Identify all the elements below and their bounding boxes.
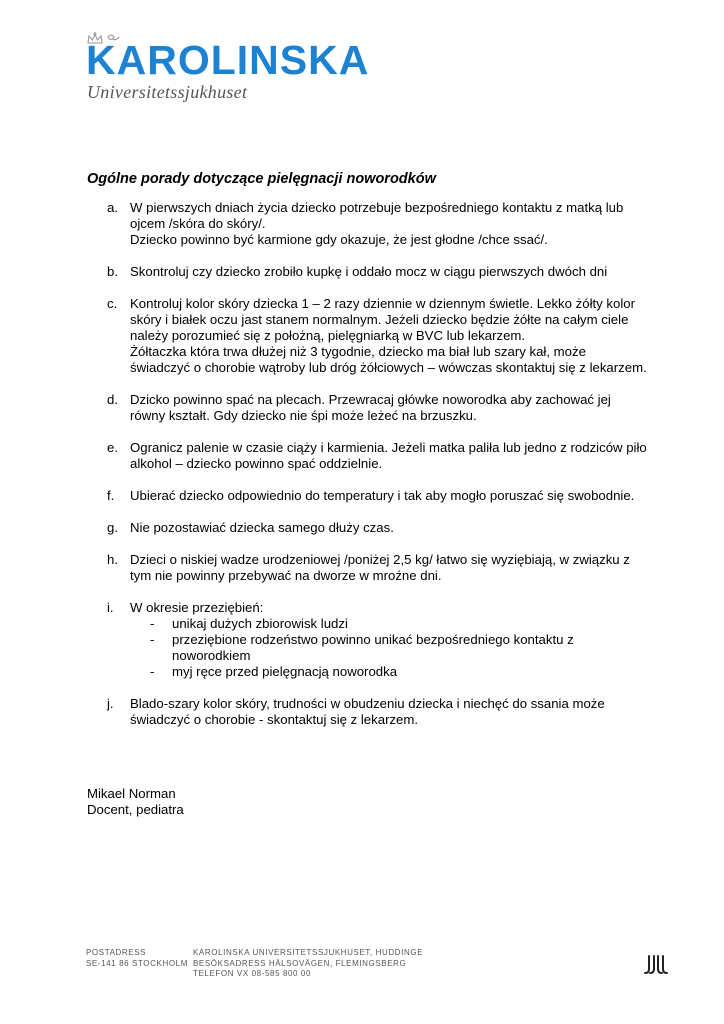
footer-address: [193, 948, 423, 980]
sub-list-text: przeziębione rodzeństwo powinno unikać bezpośredniego kontaktu z noworodkiem: [172, 632, 574, 663]
list-item: [87, 696, 647, 728]
list-item-text: Dzieci o niskiej wadze urodzeniowej /poniżej 2,5 kg/ łatwo się wyziębiają, w związku z tym nie powinny przebywać na dworze w mroźne dni.: [130, 552, 630, 583]
dash-bullet: -: [150, 664, 155, 679]
jl-monogram-icon: [643, 955, 669, 975]
list-item: [87, 264, 647, 280]
list-item: [87, 200, 647, 248]
footer-org: KAROLINSKA UNIVERSITETSSJUKHUSET, HUDDINGE: [193, 948, 424, 957]
list-item-text: Blado-szary kolor skóry, trudności w obudzeniu dziecka i niechęć do ssania może świadczyć o chorobie - skontaktuj się z lekarzem.: [130, 696, 605, 727]
document-title: Ogólne porady dotyczące pielęgnacji noworodków: [87, 171, 436, 187]
list-item-letter: a.: [107, 200, 118, 215]
sub-list-text: myj ręce przed pielęgnacją noworodka: [172, 664, 398, 679]
list-item-letter: g.: [107, 520, 118, 535]
list-item-text: Dzicko powinno spać na plecach. Przewracaj główke noworodka aby zachować jej równy kształt. Gdy dziecko nie śpi może leżeć na brzuszku.: [130, 392, 611, 423]
list-item-text: Żółtaczka która trwa dłużej niż 3 tygodnie, dziecko ma biał lub szary kał, może świadczyć o chorobie wątroby lub dróg żółciowych – wówczas skontaktuj się z lekarzem.: [130, 344, 647, 375]
list-item-letter: c.: [107, 296, 118, 311]
footer-visit: BESÖKSADRESS HÄLSOVÄGEN, FLEMINGSBERG: [193, 958, 407, 968]
list-item: [87, 520, 647, 536]
list-item-text: W okresie przeziębień:: [130, 600, 264, 615]
list-item-text: Dziecko powinno być karmione gdy okazuje, że jest głodne /chce ssać/.: [130, 232, 548, 247]
sub-list-text: unikaj dużych zbiorowisk ludzi: [172, 616, 348, 631]
advice-list: [87, 200, 647, 728]
list-item-letter: j.: [107, 696, 114, 711]
list-item: [87, 440, 647, 472]
footer-postal-label: POSTADRESS: [86, 948, 147, 957]
list-item-text: W pierwszych dniach życia dziecko potrzebuje bezpośredniego kontaktu z matką lub ojcem /skóra do skóry/.: [130, 200, 624, 231]
list-item-text: Kontroluj kolor skóry dziecka 1 – 2 razy dziennie w dziennym świetle. Lekko żółty kolor skóry i białek oczu jast stanem normalnym. Jeżeli dziecko będzie żółte na całym ciele należy porozumieć się z położną, pielęgniarką w BVC lub lekarzem.: [130, 296, 636, 343]
sub-list: [130, 616, 647, 680]
list-item-letter: d.: [107, 392, 118, 407]
footer-phone: TELEFON VX 08-585 800 00: [193, 969, 312, 978]
list-item-letter: b.: [107, 264, 118, 279]
list-item: [87, 600, 647, 680]
footer-postal-value: SE-141 86 STOCKHOLM: [86, 958, 188, 968]
list-item-text: Skontroluj czy dziecko zrobiło kupkę i oddało mocz w ciągu pierwszych dwóch dni: [130, 264, 608, 279]
brand-wordmark: KAROLINSKA: [86, 37, 370, 83]
signature-role: Docent, pediatra: [87, 802, 184, 817]
list-item: [87, 488, 647, 504]
list-item: [87, 296, 647, 376]
list-item-letter: e.: [107, 440, 118, 455]
list-item-text: Ogranicz palenie w czasie ciąży i karmienia. Jeżeli matka paliła lub jedno z rodziców piło alkohol – dziecko powinno spać oddzielnie.: [130, 440, 647, 471]
list-item: [87, 392, 647, 424]
footer-postal: [86, 948, 188, 969]
sub-list-item: [130, 664, 647, 680]
sub-list-item: [130, 616, 647, 632]
list-item: [87, 552, 647, 584]
list-item-letter: h.: [107, 552, 118, 567]
list-item-letter: f.: [107, 488, 115, 503]
list-item-letter: i.: [107, 600, 114, 615]
list-item-text: Nie pozostawiać dziecka samego dłuży czas.: [130, 520, 394, 535]
list-item-text: Ubierać dziecko odpowiednio do temperatury i tak aby mogło poruszać się swobodnie.: [130, 488, 635, 503]
karolinska-logo: [86, 32, 386, 104]
signature: [87, 786, 184, 818]
dash-bullet: -: [150, 632, 155, 647]
sub-list-item: [130, 632, 647, 664]
dash-bullet: -: [150, 616, 155, 631]
brand-subtitle: Universitetssjukhuset: [87, 82, 248, 102]
signature-name: Mikael Norman: [87, 786, 176, 801]
